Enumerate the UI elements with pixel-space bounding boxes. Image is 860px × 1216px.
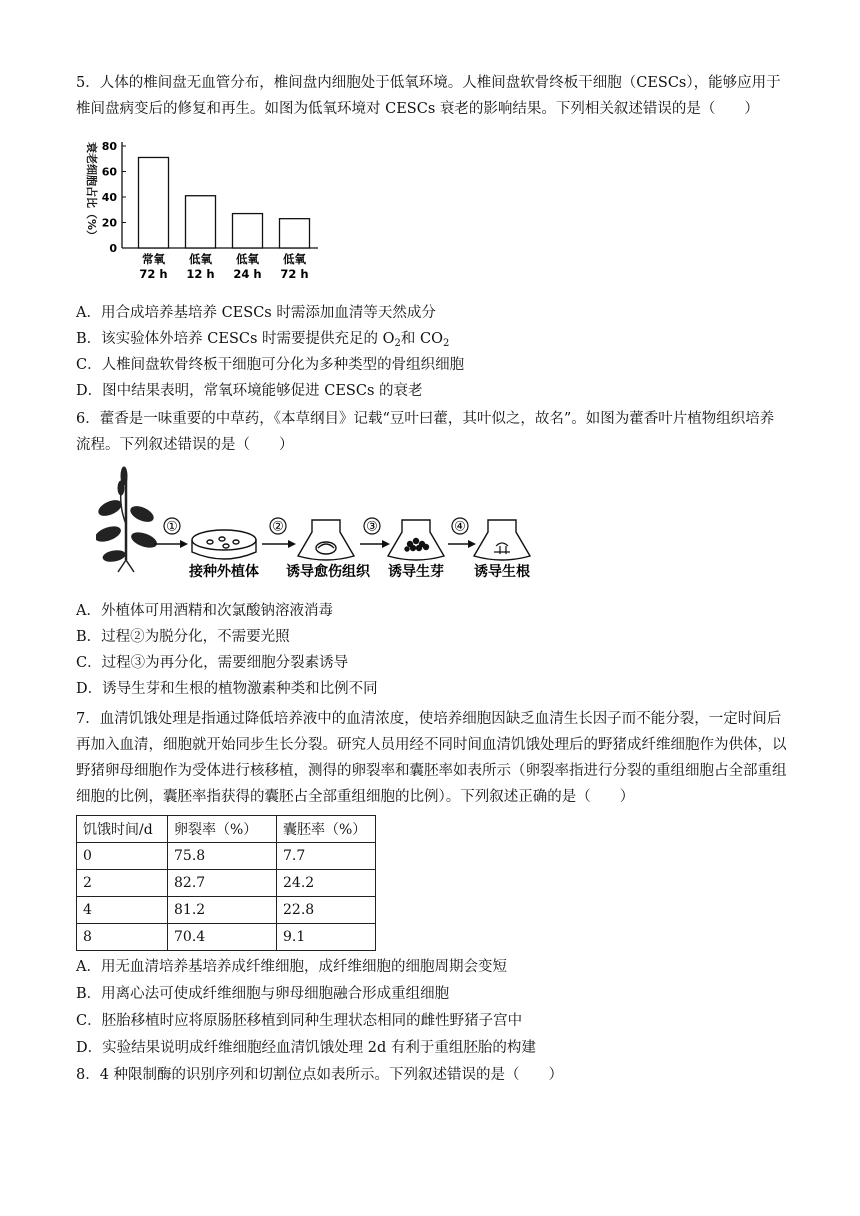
table-cell: 4: [77, 897, 168, 924]
y-tick-label: 0: [109, 242, 117, 255]
step-4-marker: ④: [454, 519, 466, 535]
table-cell: 22.8: [277, 897, 376, 924]
table-cell: 70.4: [168, 924, 277, 951]
table-header-cell: 饥饿时间/d: [77, 816, 168, 843]
q7-option-a[interactable]: A．用无血清培养基培养成纤维细胞，成纤维细胞的细胞周期会变短: [76, 959, 507, 975]
label-shoot: 诱导生芽: [388, 564, 444, 580]
table-cell: 8: [77, 924, 168, 951]
y-tick-label: 80: [101, 140, 117, 153]
q7-option-c[interactable]: C．胚胎移植时应将原肠胚移植到同种生理状态相同的雌性野猪子宫中: [76, 1013, 523, 1029]
q6-option-c[interactable]: C．过程③为再分化，需要细胞分裂素诱导: [76, 655, 349, 671]
senescence-bar-chart: [76, 132, 326, 288]
bar: [233, 214, 263, 248]
y-tick-label: 20: [101, 216, 117, 230]
table-cell: 24.2: [277, 870, 376, 897]
step-1-marker: ①: [166, 519, 178, 535]
x-tick-label: 低氧: [236, 252, 259, 266]
q5-option-b-sub-2: 2: [443, 338, 450, 349]
q6-stem: 6．藿香是一味重要的中草药，《本草纲目》记载“豆叶曰藿，其叶似之，故名”。如图为藿香叶片植物组织培养流程。下列叙述错误的是（ ）: [76, 411, 775, 453]
label-root: 诱导生根: [474, 564, 530, 580]
table-row: [77, 924, 376, 951]
step-2-marker: ②: [272, 519, 284, 535]
q7-option-d[interactable]: D．实验结果说明成纤维细胞经血清饥饿处理 2d 有利于重组胚胎的构建: [76, 1040, 536, 1056]
y-axis-label: 衰老细胞占比（%）: [85, 142, 98, 242]
q8-stem: 8．4 种限制酶的识别序列和切割位点如表所示。下列叙述错误的是（ ）: [76, 1067, 564, 1083]
q7-stem: 7．血清饥饿处理是指通过降低培养液中的血清浓度，使培养细胞因缺乏血清生长因子而不能分裂，一定时间后再加入血清，细胞就开始同步生长分裂。研究人员用经不同时间血清饥饿处理后的野猪成纤维细胞作为供体，以野猪卵母细胞作为受体进行核移植，测得的卵裂率和囊胚率如表所示（卵裂率指进行分裂的重组细胞占全部重组细胞的比例，囊胚率指获得的囊胚占全部重组细胞的比例）。下列叙述正确的是（ ）: [76, 711, 787, 805]
x-tick-label: 72 h: [280, 267, 309, 281]
table-row: [77, 897, 376, 924]
table-header-cell: 囊胚率（%）: [277, 816, 376, 843]
flask-root-icon: [474, 520, 530, 560]
table-cell: 7.7: [277, 843, 376, 870]
table-cell: 2: [77, 870, 168, 897]
step-3-marker: ③: [366, 519, 378, 535]
label-explant: 接种外植体: [189, 564, 259, 580]
table-cell: 75.8: [168, 843, 277, 870]
q5-option-a[interactable]: A．用合成培养基培养 CESCs 时需添加血清等天然成分: [76, 305, 436, 321]
x-tick-label: 72 h: [139, 267, 168, 281]
table-header-row: [77, 816, 376, 843]
tissue-culture-flow-diagram: [96, 464, 536, 588]
table-cell: 0: [77, 843, 168, 870]
x-tick-label: 低氧: [283, 252, 306, 266]
table-cell: 81.2: [168, 897, 277, 924]
q5-option-b-text-1: B．该实验体外培养 CESCs 时需要提供充足的 O: [76, 331, 395, 347]
table-row: [77, 870, 376, 897]
x-tick-label: 常氧: [142, 252, 165, 266]
label-callus: 诱导愈伤组织: [286, 564, 370, 580]
q7-data-table: [76, 815, 376, 951]
q5-option-b-text-2: 和 CO: [400, 331, 443, 347]
petri-dish-icon: [192, 530, 256, 559]
q5-option-c[interactable]: C．人椎间盘软骨终板干细胞可分化为多种类型的骨组织细胞: [76, 357, 465, 373]
bar: [139, 157, 169, 248]
table-row: [77, 843, 376, 870]
q5-option-b-sub-1: 2: [394, 338, 401, 349]
q6-option-a[interactable]: A．外植体可用酒精和次氯酸钠溶液消毒: [76, 603, 333, 619]
y-tick-label: 60: [101, 165, 117, 179]
plant-icon: [96, 467, 158, 572]
q7-option-b[interactable]: B．用离心法可使成纤维细胞与卵母细胞融合形成重组细胞: [76, 986, 450, 1002]
q6-option-d[interactable]: D．诱导生芽和生根的植物激素种类和比例不同: [76, 681, 378, 697]
y-tick-label: 40: [101, 191, 117, 204]
x-tick-label: 12 h: [186, 267, 215, 281]
flask-callus-icon: [298, 520, 354, 560]
q5-stem: 5．人体的椎间盘无血管分布，椎间盘内细胞处于低氧环境。人椎间盘软骨终板干细胞（CESCs），能够应用于椎间盘病变后的修复和再生。如图为低氧环境对 CESCs 衰老的影响结果。下列相关叙述错误的是（ ）: [76, 75, 781, 117]
x-tick-label: 24 h: [233, 267, 262, 281]
x-tick-label: 低氧: [189, 252, 212, 266]
q5-option-d[interactable]: D．图中结果表明，常氧环境能够促进 CESCs 的衰老: [76, 383, 423, 399]
table-header-cell: 卵裂率（%）: [168, 816, 277, 843]
table-cell: 9.1: [277, 924, 376, 951]
table-cell: 82.7: [168, 870, 277, 897]
bar: [280, 219, 310, 248]
flask-shoot-icon: [388, 520, 444, 560]
q6-option-b[interactable]: B．过程②为脱分化，不需要光照: [76, 629, 290, 645]
bar: [186, 196, 216, 248]
